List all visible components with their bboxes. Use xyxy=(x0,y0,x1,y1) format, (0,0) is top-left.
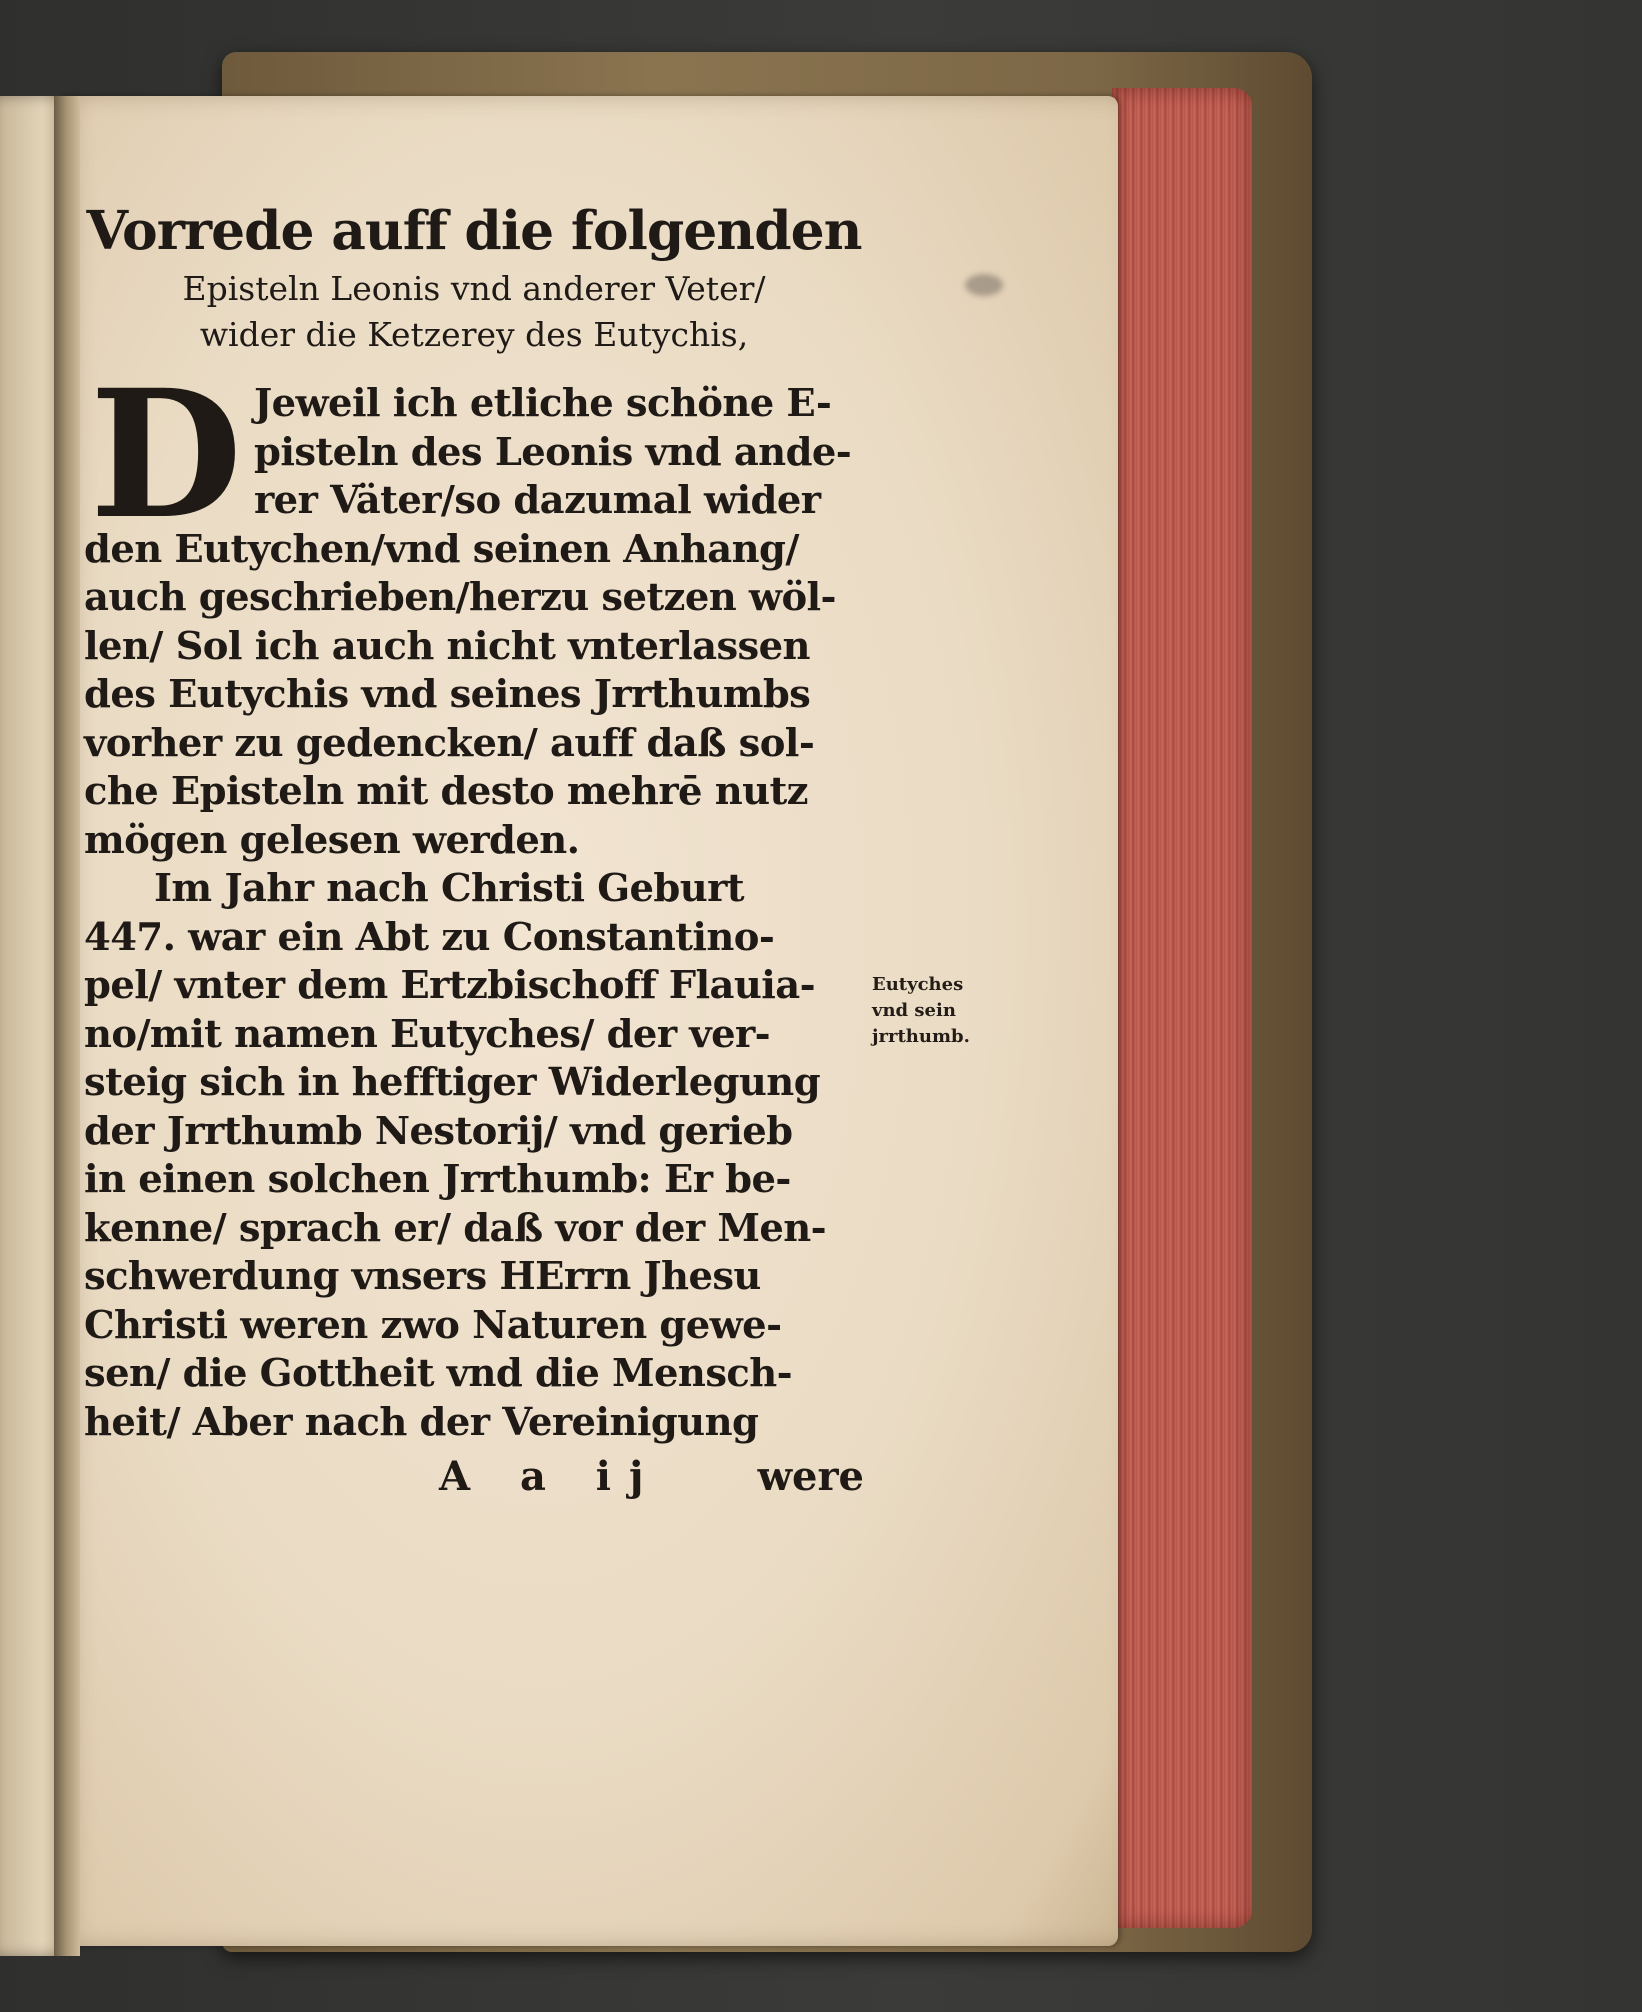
page-text xyxy=(84,196,864,1507)
text-line: heit/ Aber nach der Vereinigung xyxy=(84,1399,759,1445)
text-line: vorher zu gedencken/ auff daß sol- xyxy=(84,720,815,766)
text-line: che Episteln mit desto mehrē nutz xyxy=(84,769,808,814)
text-line: len/ Sol ich auch nicht vnterlassen xyxy=(84,623,810,669)
text-line: in einen solchen Jrrthumb: Er be- xyxy=(84,1157,791,1202)
text-line: mögen gelesen werden. xyxy=(84,817,580,863)
text-line: schwerdung vnsers HErrn Jhesu xyxy=(84,1254,761,1299)
text-line: des Eutychis vnd seines Jrrthumbs xyxy=(84,672,811,717)
body-text xyxy=(84,351,864,1447)
text-line: sen/ die Gottheit vnd die Mensch- xyxy=(84,1351,793,1396)
text-line: kenne/ sprach er/ daß vor der Men- xyxy=(84,1205,827,1251)
margin-note-line: jrrthumb. xyxy=(872,1026,970,1047)
text-line: den Eutychen/vnd seinen Anhang/ xyxy=(84,526,799,572)
text-line: Christi weren zwo Naturen gewe- xyxy=(84,1302,782,1348)
text-line: Im Jahr nach Christi Geburt xyxy=(154,866,744,911)
text-line: 447. war ein Abt zu Constantino- xyxy=(84,914,775,960)
decorated-initial: D xyxy=(89,351,243,558)
margin-note-line: Eutyches xyxy=(872,974,964,995)
text-line: pel/ vnter dem Ertzbischoff Flauia- xyxy=(84,963,815,1008)
catchword: were xyxy=(757,1453,864,1500)
text-line: Jeweil ich etliche schöne E- xyxy=(254,381,832,426)
subtitle-line-1: Episteln Leonis vnd anderer Veter/ xyxy=(182,269,766,308)
text-line: der Jrrthumb Nestorij/ vnd gerieb xyxy=(84,1108,793,1154)
page-title: Vorrede auff die folgenden xyxy=(86,199,862,262)
signature-mark: A a ij xyxy=(439,1453,662,1500)
text-line: auch geschrieben/herzu setzen wöl- xyxy=(84,575,836,620)
text-line: steig sich in hefftiger Widerlegung xyxy=(84,1060,821,1105)
page-footer xyxy=(84,1451,864,1507)
margin-note-line: vnd sein xyxy=(872,1000,956,1021)
text-line: rer Väter/so dazumal wider xyxy=(254,478,821,523)
book-gutter xyxy=(54,96,80,1956)
text-line: pisteln des Leonis vnd ande- xyxy=(254,429,852,475)
page-stain xyxy=(965,274,1003,296)
page-fore-edge xyxy=(1112,88,1252,1928)
margin-note xyxy=(872,972,1022,1050)
text-line: no/mit namen Eutyches/ der ver- xyxy=(84,1011,771,1057)
subtitle-line-2: wider die Ketzerey des Eutychis, xyxy=(199,315,749,354)
